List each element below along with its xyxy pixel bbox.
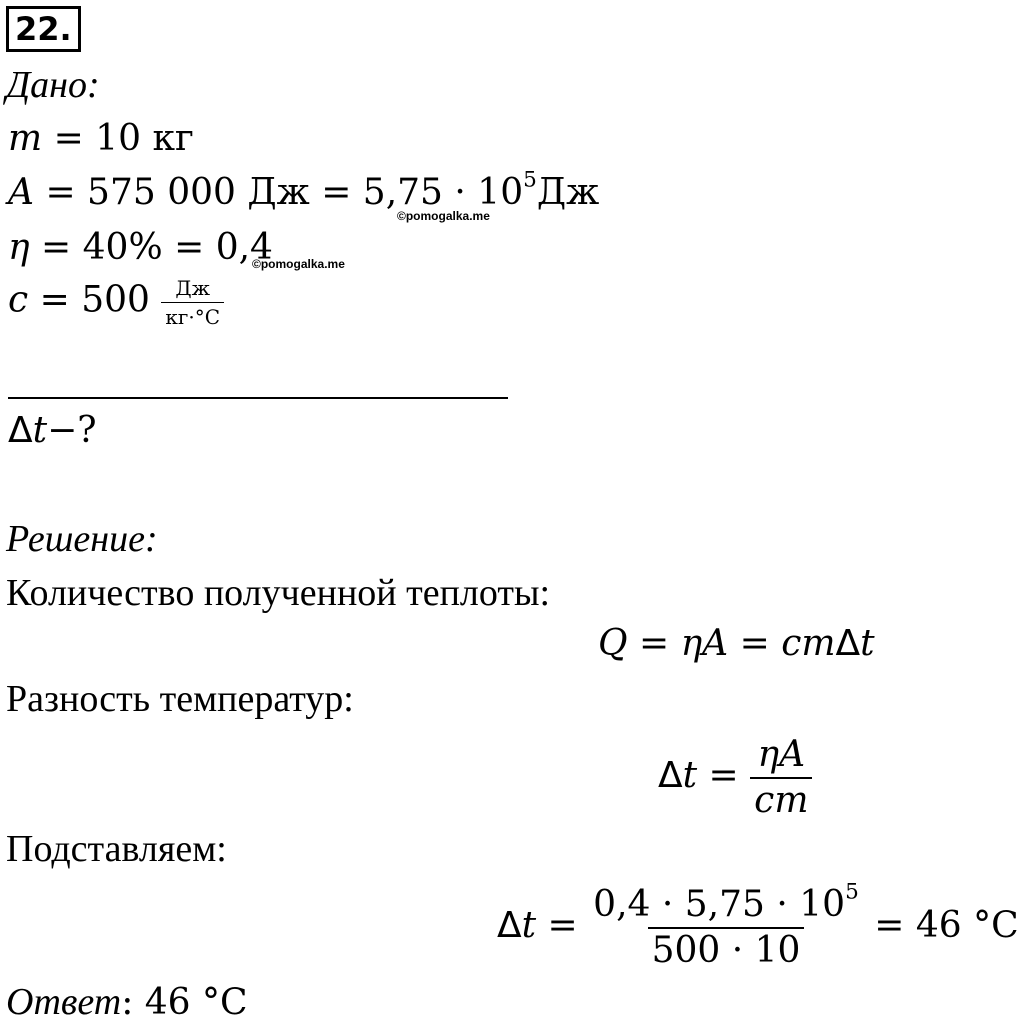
delta-t-fraction	[750, 734, 812, 821]
t-var: t	[860, 623, 875, 664]
find-var: t	[32, 410, 48, 451]
efficiency-var: η	[8, 227, 30, 268]
result-value: = 46 °С	[862, 905, 1019, 946]
work-value: = 575 000 Дж = 5,75 · 10	[34, 172, 524, 213]
substitution-fraction	[589, 879, 863, 971]
given-header: Дано:	[6, 64, 100, 106]
watermark: ©pomogalka.me	[252, 257, 345, 271]
given-efficiency	[8, 227, 273, 268]
find-question: −?	[47, 410, 97, 451]
efficiency-value: = 40% = 0,4	[29, 227, 273, 268]
step1-formula	[598, 623, 875, 664]
fraction-denominator: cm	[750, 777, 812, 819]
delta-symbol: Δ	[497, 905, 522, 946]
watermark: ©pomogalka.me	[397, 209, 490, 223]
step2-formula	[658, 734, 812, 821]
fraction-denominator: 500 · 10	[648, 927, 805, 969]
delta-symbol: Δ	[835, 623, 861, 664]
t-var: t	[521, 905, 537, 946]
work-var: A	[8, 172, 34, 213]
problem-number: 22.	[6, 6, 81, 52]
c-m: cm	[781, 623, 836, 664]
heat-var: Q	[598, 623, 628, 664]
step3-formula	[497, 879, 1019, 971]
fraction-numerator	[589, 879, 863, 927]
step2-text: Разность температур:	[6, 678, 354, 720]
t-var: t	[682, 755, 698, 796]
answer-value: : 46 °С	[121, 982, 248, 1023]
given-mass	[8, 118, 194, 159]
unit-denominator: кг·°С	[161, 302, 224, 327]
given-work	[8, 167, 600, 213]
heat-capacity-var: c	[8, 279, 29, 321]
heat-capacity-value: = 500	[28, 279, 162, 321]
solution-header: Решение:	[6, 518, 158, 560]
mass-var: m	[8, 118, 43, 159]
step3-text: Подставляем:	[6, 828, 227, 870]
fraction-numerator: ηA	[757, 734, 806, 775]
numerator-value: 0,4 · 5,75 · 10	[593, 884, 846, 925]
work-unit: Дж	[536, 172, 600, 213]
given-divider	[8, 397, 508, 399]
equals: =	[728, 623, 782, 664]
answer-line	[6, 983, 248, 1021]
heat-capacity-unit	[161, 278, 224, 327]
eta-a: ηA	[680, 623, 729, 664]
unit-numerator: Дж	[175, 276, 211, 300]
delta-symbol: Δ	[658, 755, 683, 796]
equals: =	[627, 623, 681, 664]
given-heat-capacity	[8, 278, 224, 327]
answer-label: Ответ	[6, 981, 122, 1023]
mass-value: = 10 кг	[42, 118, 194, 159]
numerator-exponent: 5	[845, 879, 859, 905]
work-exponent: 5	[523, 167, 537, 193]
delta-symbol: Δ	[8, 410, 33, 451]
equals: =	[697, 755, 751, 796]
equals: =	[536, 905, 590, 946]
step1-text: Количество полученной теплоты:	[6, 572, 551, 614]
find-quantity	[8, 410, 97, 451]
